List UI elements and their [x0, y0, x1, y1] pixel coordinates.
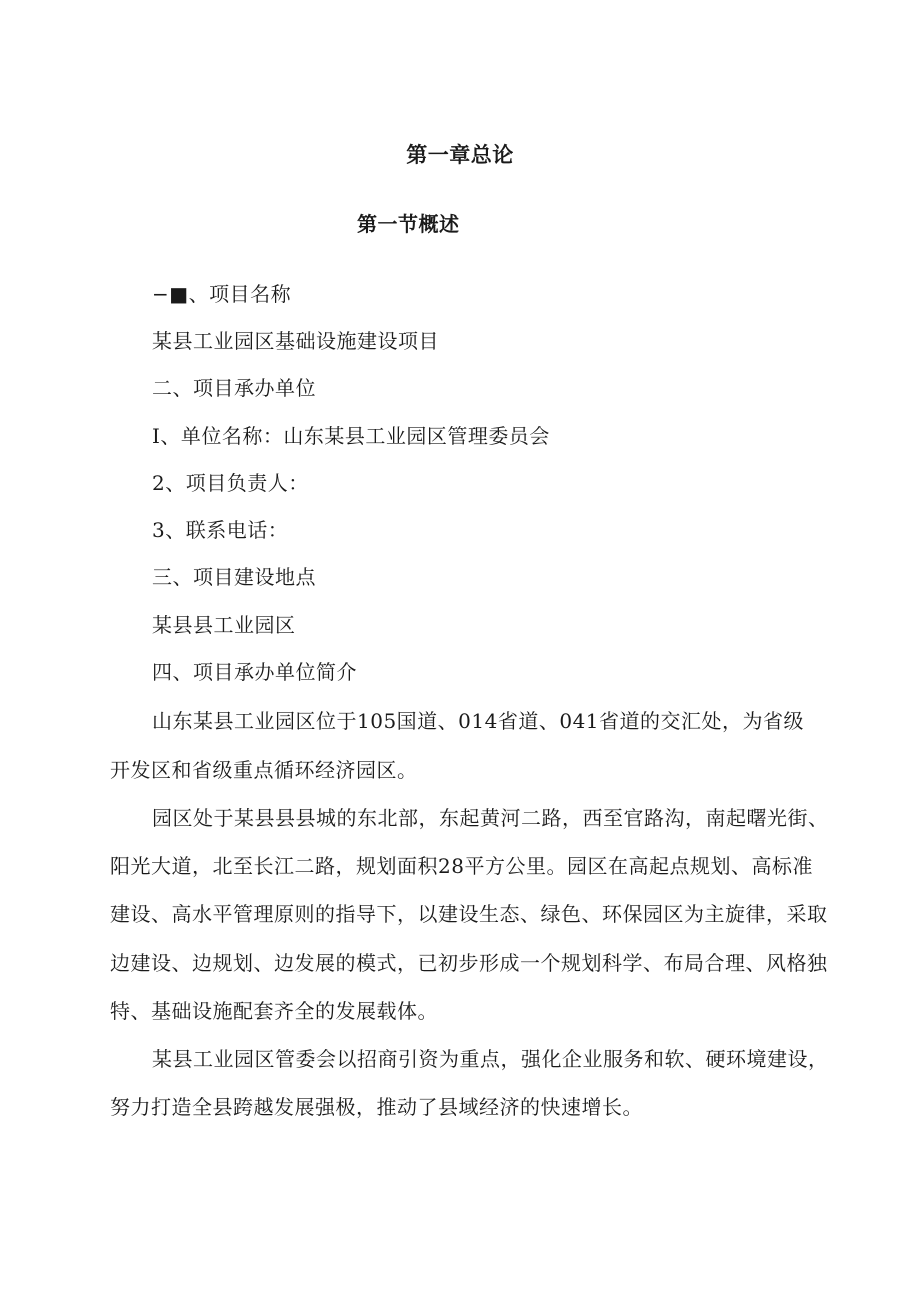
paragraph-line: 开发区和省级重点循环经济园区。 [110, 758, 418, 782]
paragraph-line: 边建设、边规划、边发展的模式，已初步形成一个规划科学、布局合理、风格独 [110, 951, 828, 975]
unit-name-line: I、单位名称：山东某县工业园区管理委员会 [152, 424, 550, 448]
location-text: 某县县工业园区 [152, 613, 296, 637]
project-name-text: 某县工业园区基础设施建设项目 [152, 329, 439, 353]
paragraph-line: 建设、高水平管理原则的指导下，以建设生态、绿色、环保园区为主旋律，采取 [110, 902, 828, 926]
chapter-title: 第一章总论 [406, 142, 514, 167]
paragraph-line: 特、基础设施配套齐全的发展载体。 [110, 999, 438, 1023]
paragraph-line: 努力打造全县跨越发展强极，推动了县域经济的快速增长。 [110, 1095, 643, 1119]
project-leader-line: 2、项目负责人： [152, 471, 309, 495]
heading-project-name: −■、项目名称 [152, 282, 292, 306]
section-title: 第一节概述 [357, 212, 460, 236]
paragraph-line: 某县工业园区管委会以招商引资为重点，强化企业服务和软、硬环境建设， [152, 1047, 829, 1071]
contact-phone-line: 3、联系电话： [152, 518, 289, 542]
heading-unit-intro: 四、项目承办单位简介 [152, 660, 357, 684]
paragraph-line: 阳光大道，北至长江二路，规划面积28平方公里。园区在高起点规划、高标准 [110, 854, 813, 878]
heading-project-unit: 二、项目承办单位 [152, 376, 316, 400]
paragraph-line: 山东某县工业园区位于105国道、014省道、041省道的交汇处，为省级 [152, 709, 805, 733]
heading-project-location: 三、项目建设地点 [152, 565, 316, 589]
paragraph-line: 园区处于某县县县城的东北部，东起黄河二路，西至官路沟，南起曙光街、 [152, 806, 829, 830]
